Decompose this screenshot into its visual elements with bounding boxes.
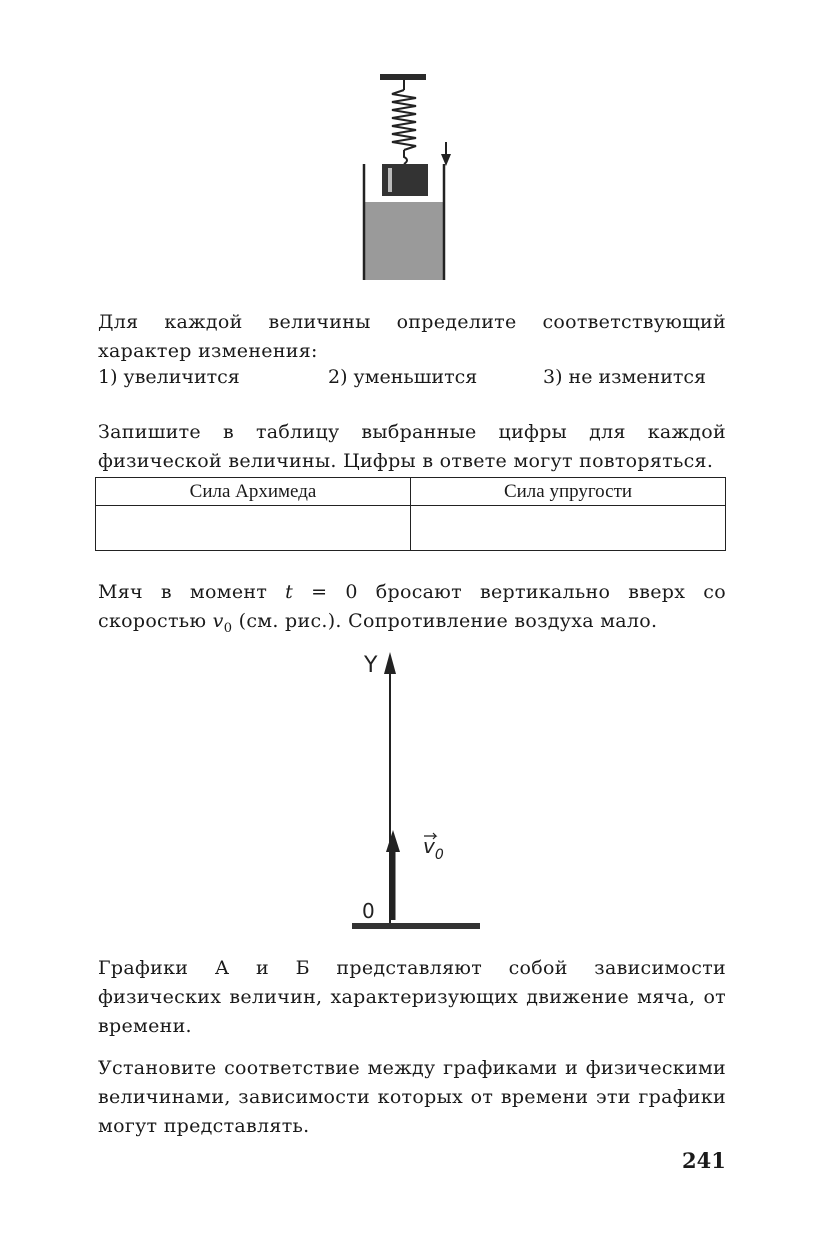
liquid	[364, 202, 444, 280]
header-elastic: Сила упругости	[411, 478, 726, 506]
y-axis-label: Y	[364, 653, 378, 678]
ceiling-mount	[380, 74, 426, 80]
q2-graphs-text: Графики А и Б представляют собой зависимости физических величин, характеризующих движение мяча, от времени.	[98, 957, 726, 1037]
option-1: 1) увеличится	[98, 366, 240, 388]
q1-instruction: Для каждой величины определите соответствующий характер изменения:	[98, 311, 726, 362]
option-2: 2) уменьшится	[328, 366, 478, 388]
answer-table	[95, 477, 726, 551]
spring-vessel-figure	[330, 60, 470, 290]
velocity-arrow-icon	[386, 830, 400, 852]
page-number: 241	[682, 1148, 726, 1173]
ground	[352, 923, 480, 929]
option-3: 3) не изменится	[543, 366, 707, 388]
q2-match-text: Установите соответствие между графиками и физическими величинами, зависимости которых от времени эти графики могут представлять.	[98, 1057, 726, 1137]
q1-options	[98, 366, 726, 396]
q2-text: Мяч в момент t = 0 бросают вертикально вверх со скоростью $v_0$ (см. рис.). Сопротивление воздуха мало.	[98, 581, 726, 636]
velocity-label: $v_0$	[423, 834, 444, 863]
ball-throw-figure	[340, 640, 500, 940]
header-archimedes: Сила Архимеда	[96, 478, 411, 506]
spring	[392, 90, 416, 150]
answer-cell-elastic[interactable]	[411, 506, 726, 551]
y-axis-arrow-icon	[384, 652, 396, 674]
q1-table-instruction: Запишите в таблицу выбранные цифры для каждой физической величины. Цифры в ответе могут повторяться.	[98, 421, 726, 472]
answer-cell-archimedes[interactable]	[96, 506, 411, 551]
origin-label: 0	[362, 899, 375, 923]
